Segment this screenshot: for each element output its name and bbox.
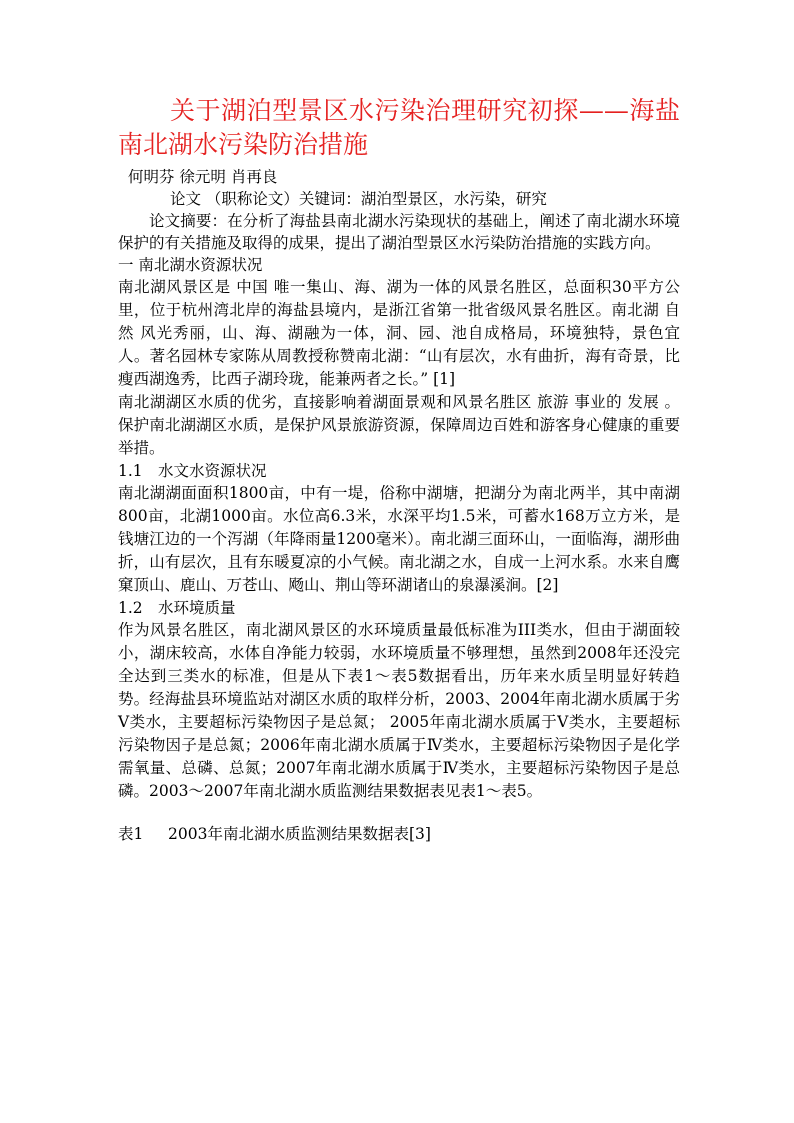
- subsection-number: 1.2: [118, 599, 143, 617]
- table-caption-text: 2003年南北湖水质监测结果数据表[3]: [168, 825, 431, 843]
- document-title: 关于湖泊型景区水污染治理研究初探——海盐南北湖水污染防治措施: [118, 96, 680, 159]
- table-caption: [118, 823, 680, 845]
- body-paragraph: 南北湖湖面面积1800亩，中有一堤，俗称中湖塘，把湖分为南北两半，其中南湖800亩，北湖1000亩。水位高6.3米，水深平均1.5米，可蓄水168万立方米，是钱塘江边的一个泻湖（年降雨量1200毫米）。南北湖三面环山，一面临海，湖形曲折，山有层次，且有东暖夏凉的小气候。南北湖之水，自成一上河水系。水来自鹰窠顶山、鹿山、万苍山、飏山、荆山等环湖诸山的泉瀑溪涧。[2]: [118, 484, 680, 594]
- author-list: 何明芬 徐元明 肖再良: [128, 168, 278, 186]
- abstract-paragraph: 论文摘要：在分析了海盐县南北湖水污染现状的基础上，阐述了南北湖水环境保护的有关措施及取得的成果，提出了湖泊型景区水污染防治措施的实践方向。: [118, 212, 680, 252]
- table-number: 表1: [118, 825, 144, 843]
- body-paragraph: 作为风景名胜区，南北湖风景区的水环境质量最低标准为III类水，但由于湖面较小，湖床较高，水体自净能力较弱，水环境质量不够理想，虽然到2008年还没完全达到三类水的标准，但是从下表1～表5数据看出，历年来水质呈明显好转趋势。经海盐县环境监站对湖区水质的取样分析，2003、2004年南北湖水质属于劣Ⅴ类水，主要超标污染物因子是总氮； 2005年南北湖水质属于Ⅴ类水，主要超标污染物因子是总氮；2006年南北湖水质属于Ⅳ类水，主要超标污染物因子是化学需氧量、总磷、总氮；2007年南北湖水质属于Ⅳ类水，主要超标污染物因子是总磷。2003～2007年南北湖水质监测结果数据表见表1～表5。: [118, 621, 680, 800]
- subsection-title: 水文水资源状况: [158, 462, 267, 480]
- body-paragraph: 南北湖湖区水质的优劣，直接影响着湖面景观和风景名胜区 旅游 事业的 发展 。保护南北湖湖区水质，是保护风景旅游资源，保障周边百姓和游客身心健康的重要举措。: [118, 393, 680, 457]
- subsection-number: 1.1: [118, 462, 143, 480]
- document-page: [118, 94, 680, 845]
- subsection-heading-water-quality: [118, 597, 680, 619]
- body-paragraph: 南北湖风景区是 中国 唯一集山、海、湖为一体的风景名胜区，总面积30平方公里，位于杭州湾北岸的海盐县境内，是浙江省第一批省级风景名胜区。南北湖 自然 风光秀丽，山、海、湖融为一体，洞、园、池自成格局，环境独特，景色宜人。著名园林专家陈从周教授称赞南北湖：“山有层次，水有曲折，海有奇景，比瘦西湖逸秀，比西子湖玲珑，能兼两者之长。” [1]: [118, 278, 680, 388]
- paper-keywords: 论文 （职称论文）关键词：湖泊型景区，水污染，研究: [170, 190, 547, 208]
- subsection-title: 水环境质量: [158, 599, 236, 617]
- subsection-heading-hydrology: [118, 460, 680, 482]
- section-heading-water-resources: 一 南北湖水资源状况: [118, 256, 263, 274]
